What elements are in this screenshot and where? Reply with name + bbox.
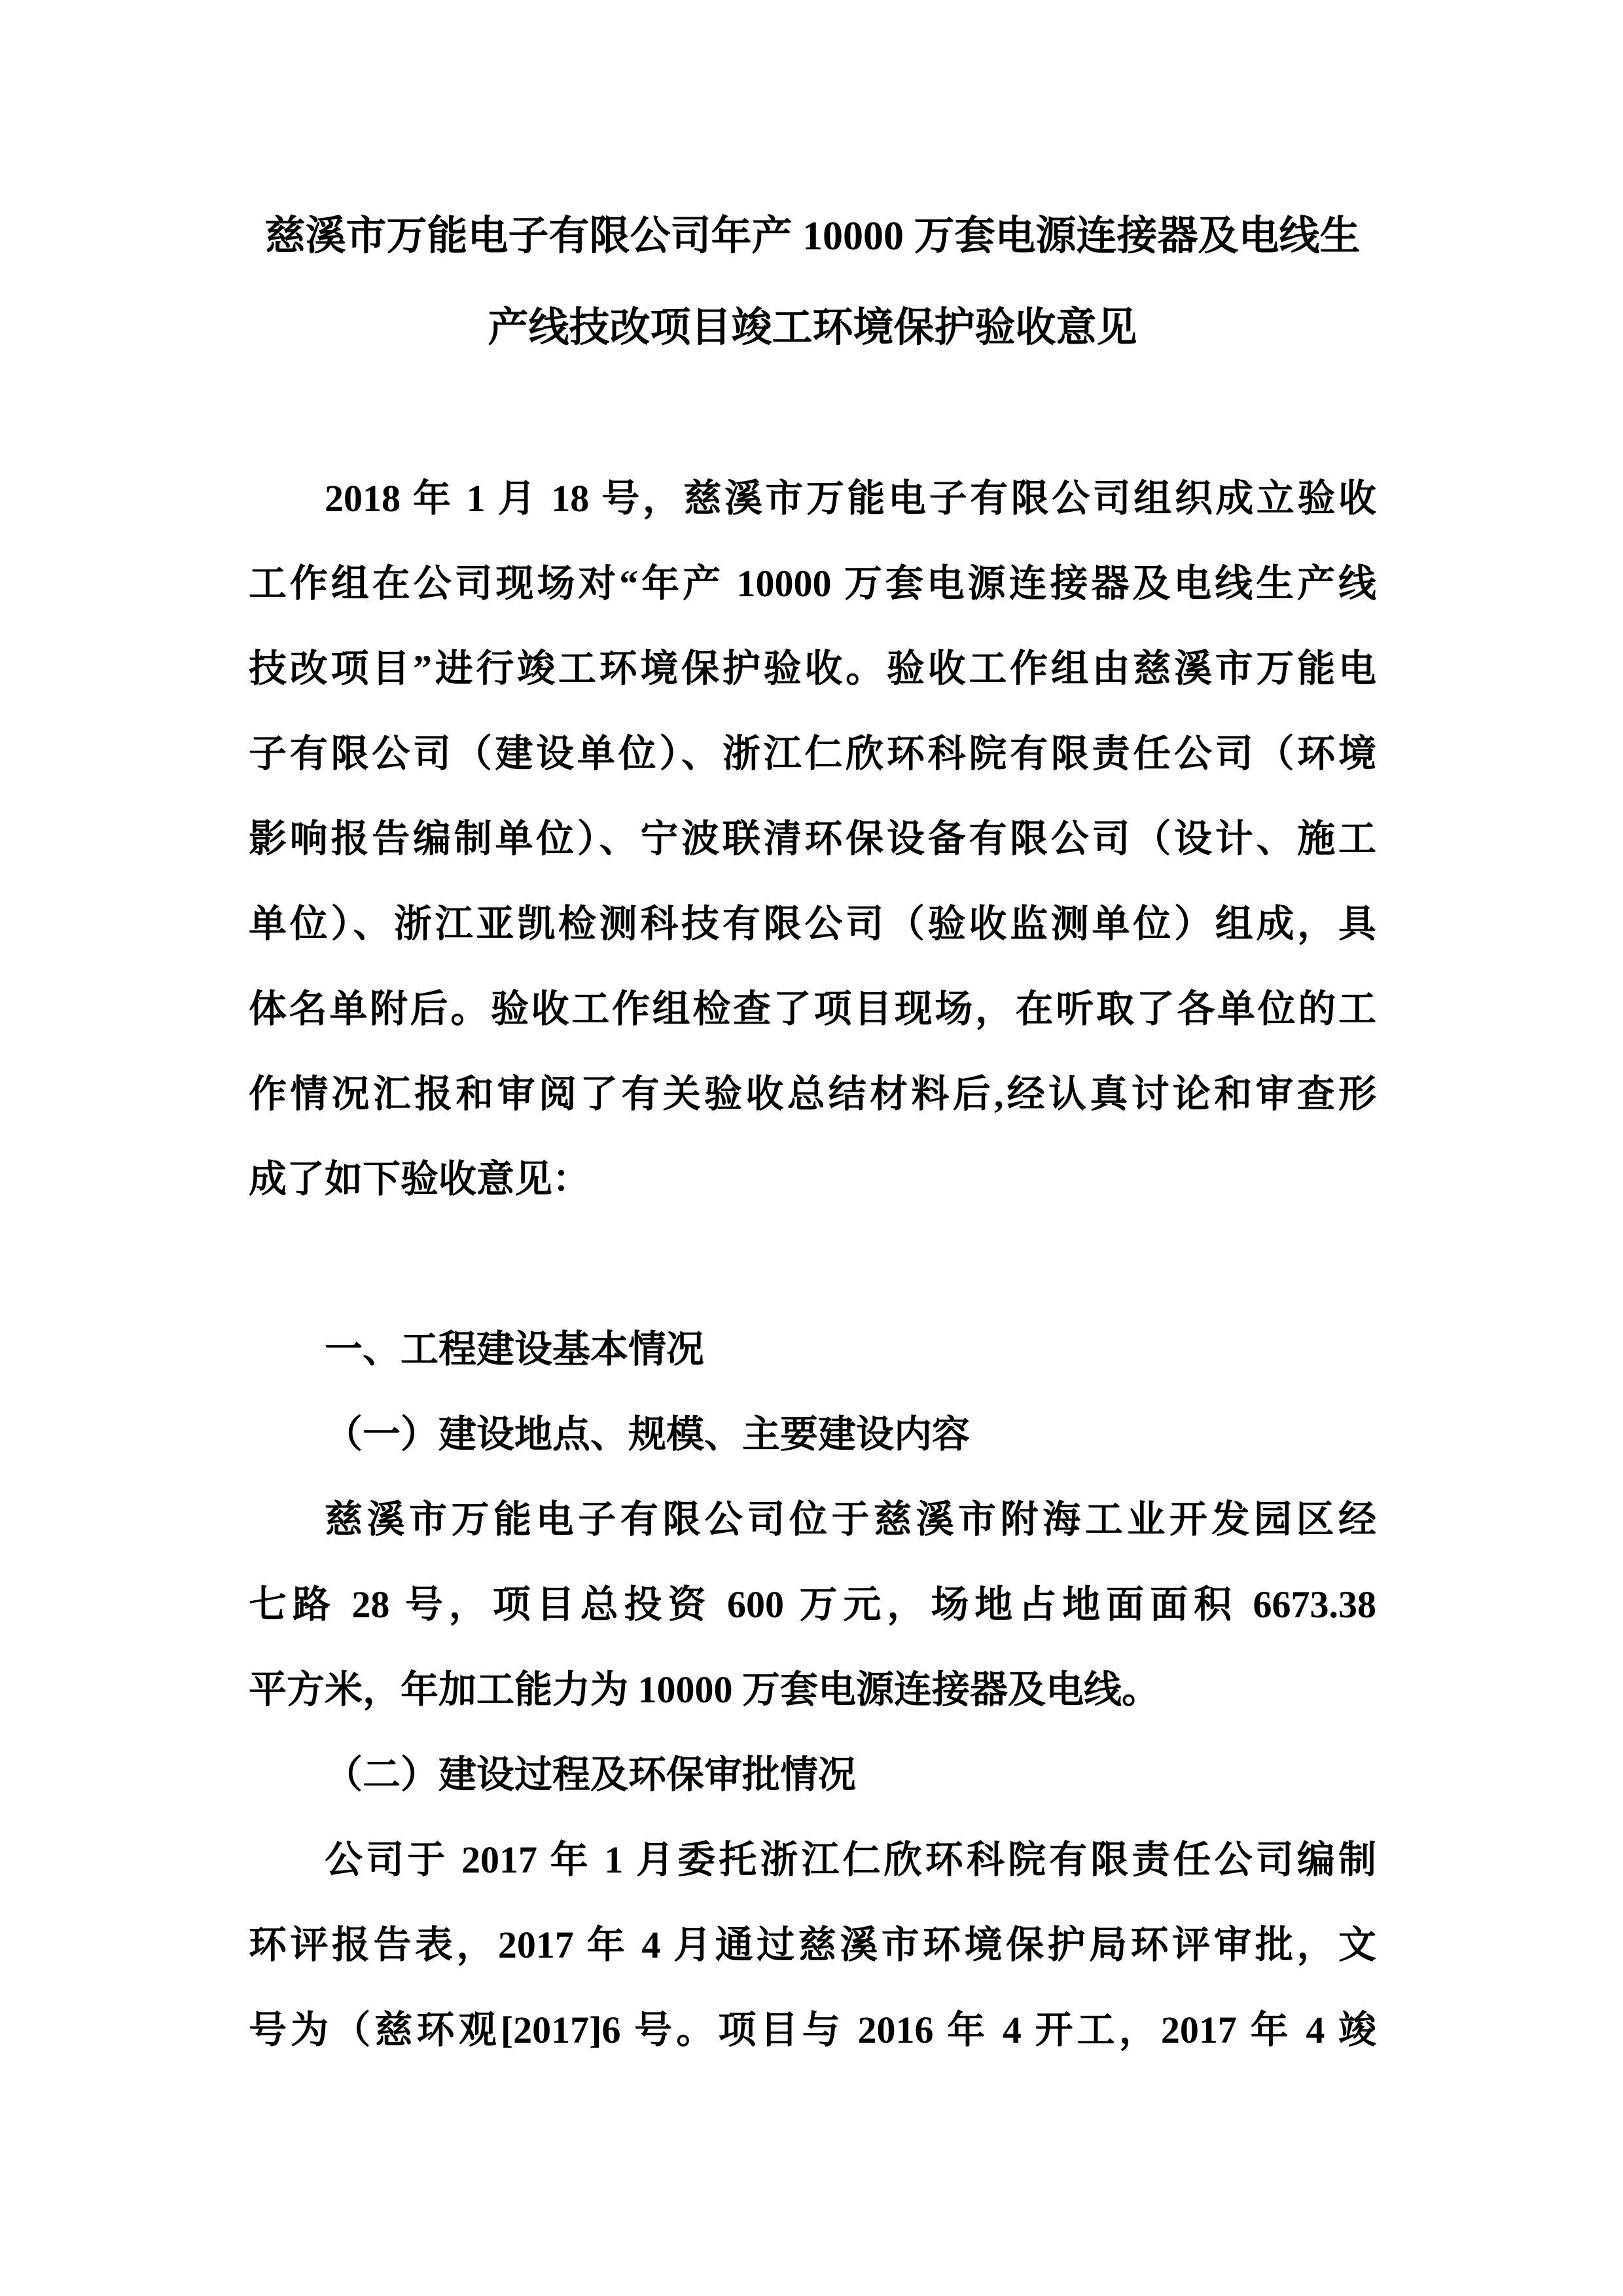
body-line: 子有限公司（建设单位）、浙江仁欣环科院有限责任公司（环境 [249, 732, 1376, 775]
document-title-line-1: 慈溪市万能电子有限公司年产 10000 万套电源连接器及电线生 [264, 214, 1361, 259]
body-line: 号为（慈环观[2017]6 号。项目与 2016 年 4 开工，2017 年 4 竣 [249, 2009, 1376, 2051]
body-line: 公司于 2017 年 1 月委托浙江仁欣环科院有限责任公司编制 [325, 1839, 1376, 1881]
body-line: 影响报告编制单位）、宁波联清环保设备有限公司（设计、施工 [249, 817, 1376, 860]
body-line: 体名单附后。验收工作组检查了项目现场，在听取了各单位的工 [249, 988, 1376, 1030]
body-line: 成了如下验收意见： [249, 1158, 591, 1200]
body-line: 慈溪市万能电子有限公司位于慈溪市附海工业开发园区经 [325, 1498, 1376, 1541]
body-line: 2018 年 1 月 18 号，慈溪市万能电子有限公司组织成立验收 [325, 477, 1376, 520]
title-block [249, 190, 1376, 374]
body-line: 环评报告表，2017 年 4 月通过慈溪市环境保护局环评审批，文 [249, 1924, 1376, 1966]
body-line: 技改项目”进行竣工环境保护验收。验收工作组由慈溪市万能电 [249, 647, 1376, 690]
document-title-line-2: 产线技改项目竣工环境保护验收意见 [488, 306, 1137, 350]
section-heading: （二）建设过程及环保审批情况 [325, 1753, 857, 1796]
body-line: 工作组在公司现场对“年产 10000 万套电源连接器及电线生产线 [249, 562, 1376, 605]
body-line: 单位）、浙江亚凯检测科技有限公司（验收监测单位）组成，具 [249, 903, 1376, 945]
section-heading: （一）建设地点、规模、主要建设内容 [325, 1413, 971, 1456]
section-heading: 一、工程建设基本情况 [325, 1328, 705, 1371]
body-line: 作情况汇报和审阅了有关验收总结材料后,经认真讨论和审查形 [249, 1073, 1376, 1115]
body-line: 平方米，年加工能力为 10000 万套电源连接器及电线。 [249, 1668, 1160, 1711]
document-body [249, 456, 1376, 2073]
body-line: 七路 28 号，项目总投资 600 万元，场地占地面面积 6673.38 [249, 1583, 1376, 1626]
